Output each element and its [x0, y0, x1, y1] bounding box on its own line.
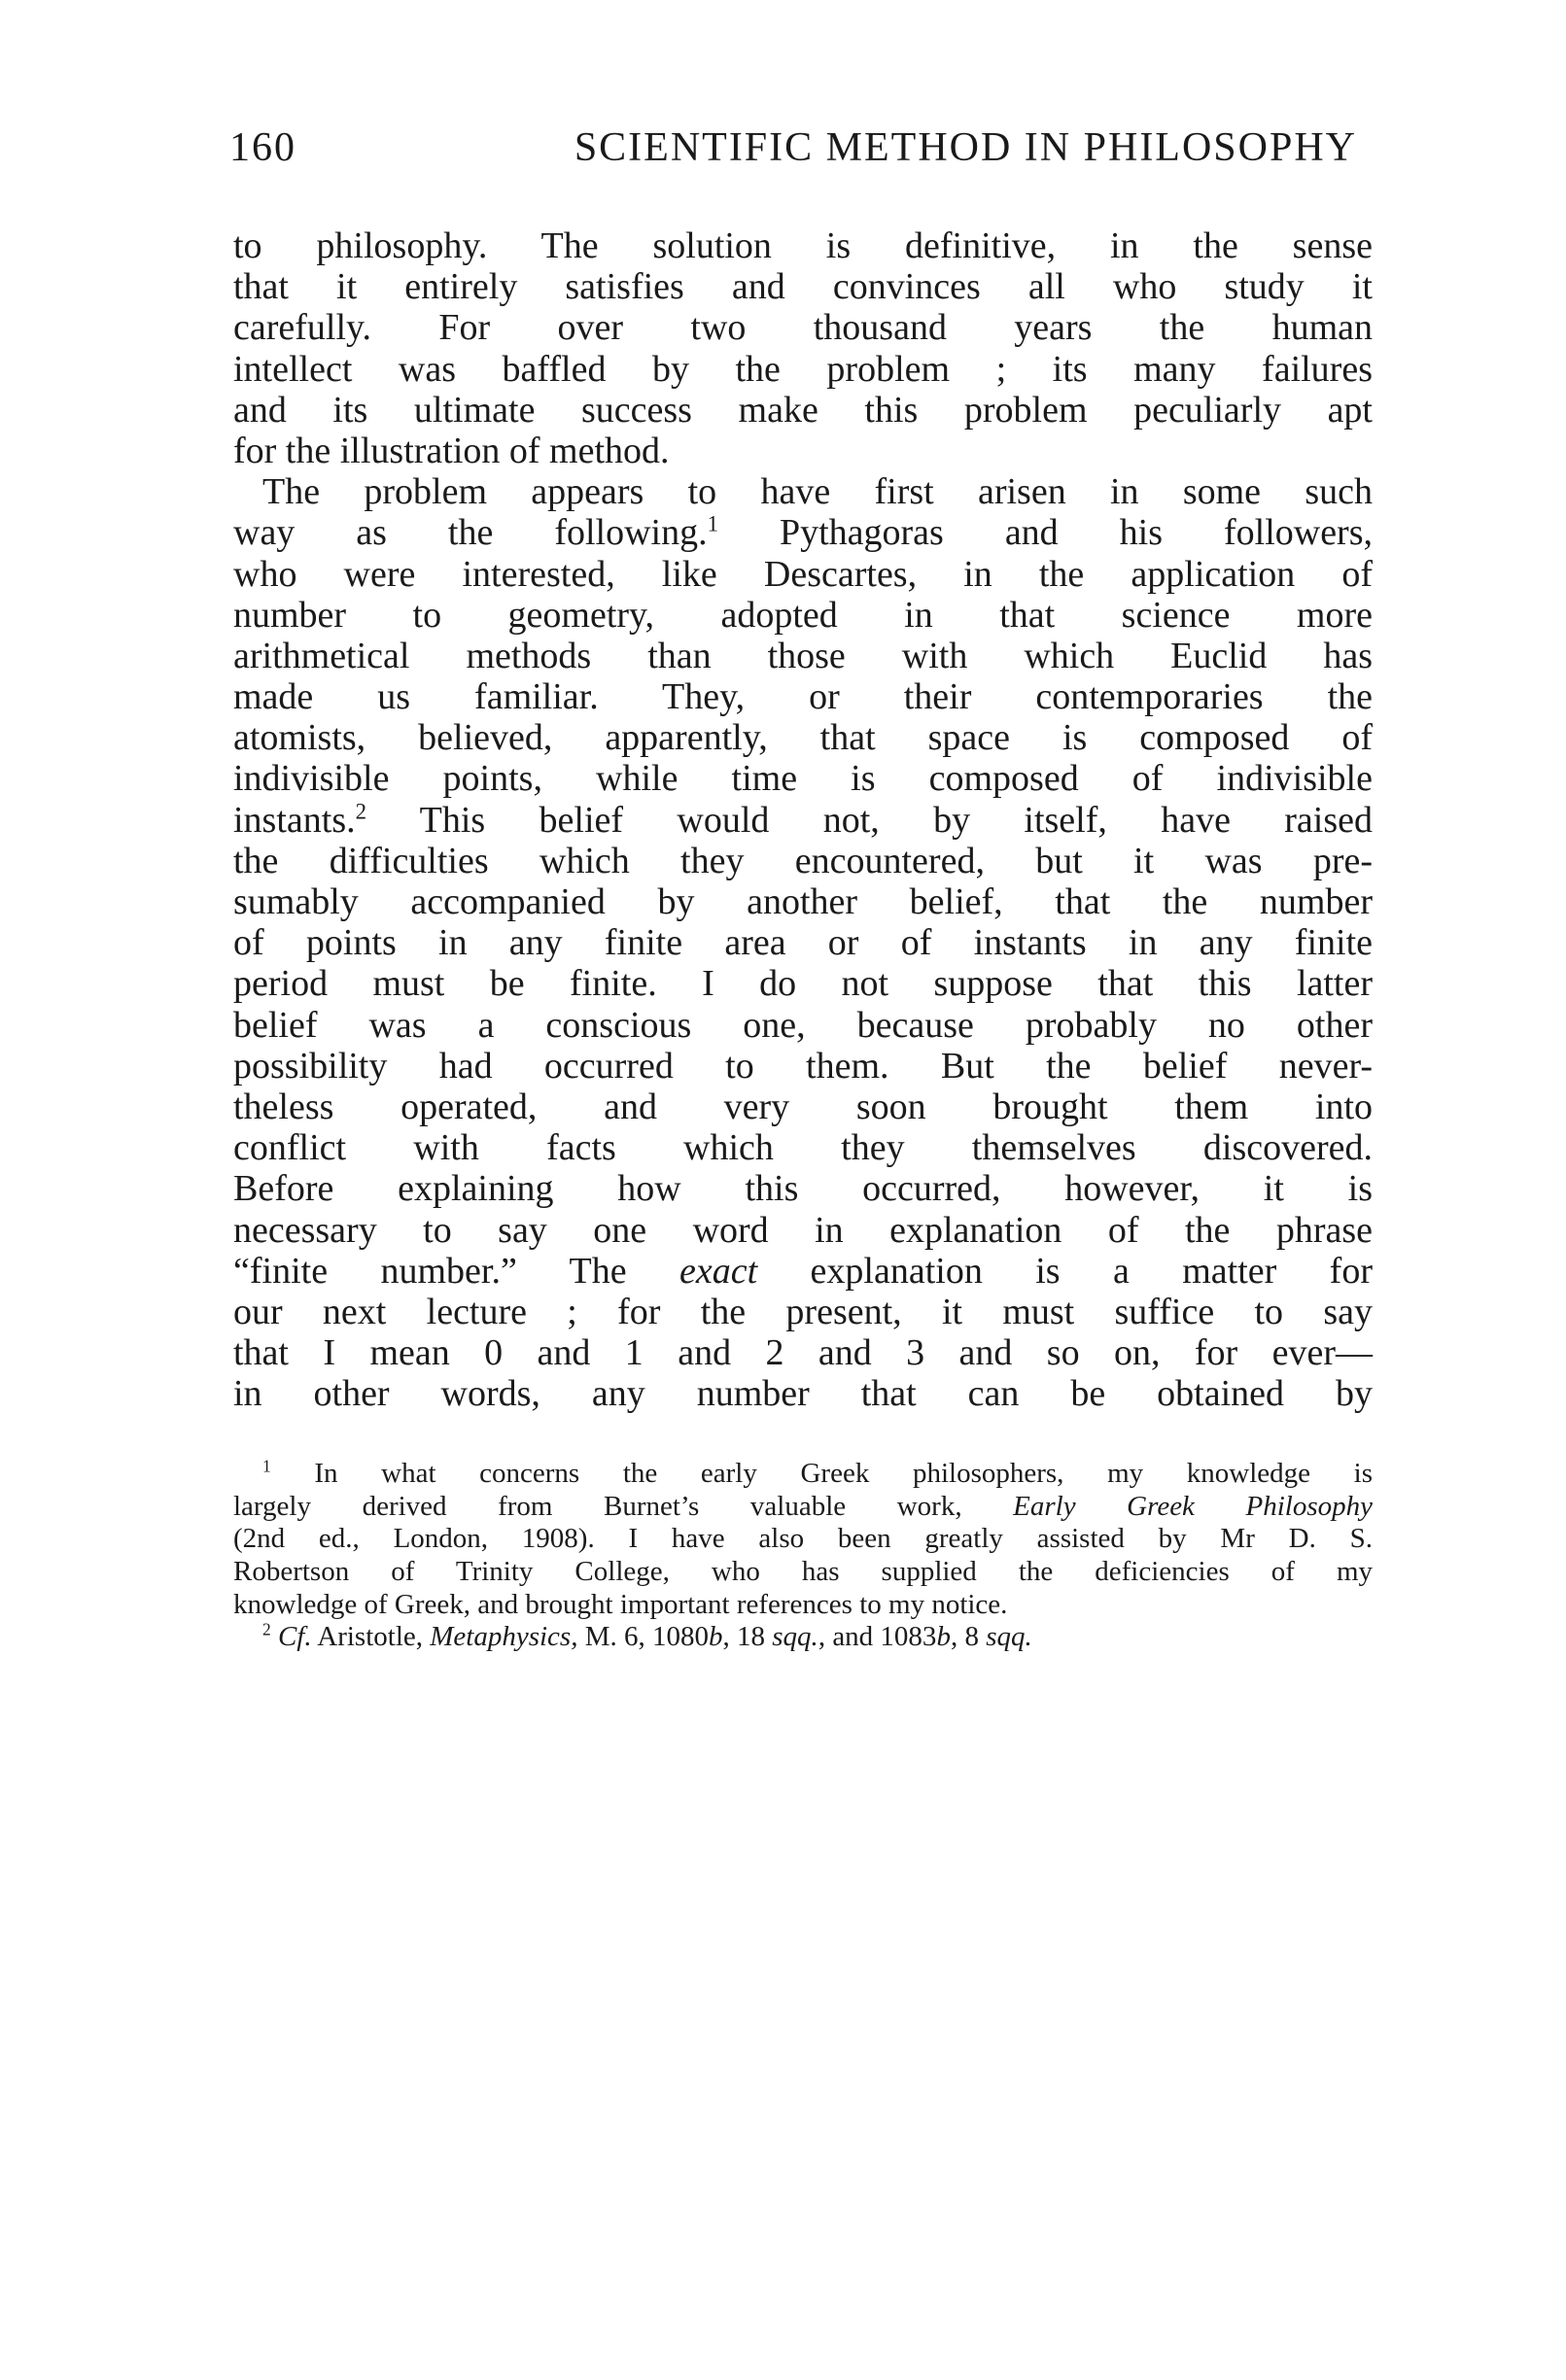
text-line: atomists, believed, apparently, that space is composed of [233, 717, 1373, 759]
text-line: that I mean 0 and 1 and 2 and 3 and so on, for ever— [233, 1332, 1373, 1374]
text-line: belief was a conscious one, because probably no other [233, 1004, 1373, 1046]
text-line: our next lecture ; for the present, it must suffice to say [233, 1291, 1373, 1332]
footnote-ref-1[interactable]: 1 [707, 511, 718, 536]
emphasis: exact [679, 1250, 758, 1292]
running-header [229, 124, 1357, 171]
text-line: made us familiar. They, or their contemporaries the [233, 676, 1373, 718]
text-line: the difficulties which they encountered, but it was pre- [233, 840, 1373, 881]
text-line: The problem appears to have first arisen in some such [262, 471, 1373, 513]
text-span: Pythagoras and his followers, [718, 512, 1374, 554]
running-title: SCIENTIFIC METHOD IN PHILOSOPHY [574, 125, 1357, 170]
text-span: , 18 [722, 1621, 773, 1653]
emphasis: sqq. [986, 1621, 1032, 1653]
footnote-1-line [233, 1491, 1373, 1524]
text-line: for the illustration of method. [233, 430, 670, 471]
footnote-ref-2[interactable]: 2 [355, 798, 367, 823]
emphasis: b [709, 1621, 723, 1653]
footnote-mark-1: 1 [262, 1456, 271, 1476]
text-span: way as the following. [233, 512, 708, 554]
text-span: , 8 [950, 1621, 987, 1653]
text-span: , and 1083 [818, 1621, 937, 1653]
footnote-1-line: Robertson of Trinity College, who has supplied the deficiencies of my [233, 1556, 1373, 1588]
text-line: carefully. For over two thousand years the human [233, 307, 1373, 349]
text-span: largely derived from Burnet’s valuable work, [233, 1490, 1014, 1522]
footnote-1-line: knowledge of Greek, and brought important references to my notice. [233, 1588, 1008, 1620]
text-span: This belief would not, by itself, have raised [366, 799, 1373, 841]
text-span: “finite number.” The [233, 1250, 679, 1292]
book-title: Early Greek Philosophy [1013, 1490, 1373, 1522]
text-span: Aristotle, [311, 1621, 431, 1653]
text-span: explanation is a matter for [757, 1250, 1373, 1292]
book-title: Metaphysics, [430, 1621, 578, 1653]
text-line: sumably accompanied by another belief, that the number [233, 881, 1373, 922]
text-line: intellect was baffled by the problem ; its many failures [233, 348, 1373, 390]
text-line: theless operated, and very soon brought them into [233, 1086, 1373, 1127]
footnote-2-line [233, 1621, 1373, 1654]
text-line: who were interested, like Descartes, in the application of [233, 553, 1373, 595]
page-number: 160 [229, 125, 296, 170]
text-line: and its ultimate success make this problem peculiarly apt [233, 389, 1373, 431]
text-line: conflict with facts which they themselves discovered. [233, 1127, 1373, 1169]
text-span: In what concerns the early Greek philosophers, my knowledge is [270, 1458, 1373, 1489]
footnotes [233, 1458, 1373, 1654]
text-span: M. 6, 1080 [577, 1621, 710, 1653]
text-line: in other words, any number that can be obtained by [233, 1373, 1373, 1415]
text-line: arithmetical methods than those with which Euclid has [233, 635, 1373, 676]
emphasis: sqq. [772, 1621, 818, 1653]
emphasis: b [936, 1621, 951, 1653]
footnote-mark-2: 2 [262, 1620, 271, 1639]
text-line [233, 800, 1373, 841]
footnote-1-line: (2nd ed., London, 1908). I have also been greatly assisted by Mr D. S. [233, 1523, 1373, 1555]
body-text [233, 225, 1373, 1414]
text-line [233, 1251, 1373, 1292]
text-line: number to geometry, adopted in that science more [233, 594, 1373, 636]
text-line: to philosophy. The solution is definitive, in the sense [233, 225, 1373, 266]
text-line: Before explaining how this occurred, however, it is [233, 1168, 1373, 1210]
text-line: of points in any finite area or of instants in any finite [233, 922, 1373, 964]
emphasis: Cf. [277, 1621, 312, 1653]
text-line: possibility had occurred to them. But the belief never- [233, 1045, 1373, 1087]
footnote-1-line [233, 1458, 1373, 1491]
text-line: indivisible points, while time is composed of indivisible [233, 758, 1373, 800]
text-line: necessary to say one word in explanation of the phrase [233, 1209, 1373, 1251]
text-line: that it entirely satisfies and convinces all who study it [233, 266, 1373, 308]
text-span: instants. [233, 799, 356, 841]
text-line [233, 512, 1373, 553]
text-line: period must be finite. I do not suppose that this latter [233, 963, 1373, 1005]
